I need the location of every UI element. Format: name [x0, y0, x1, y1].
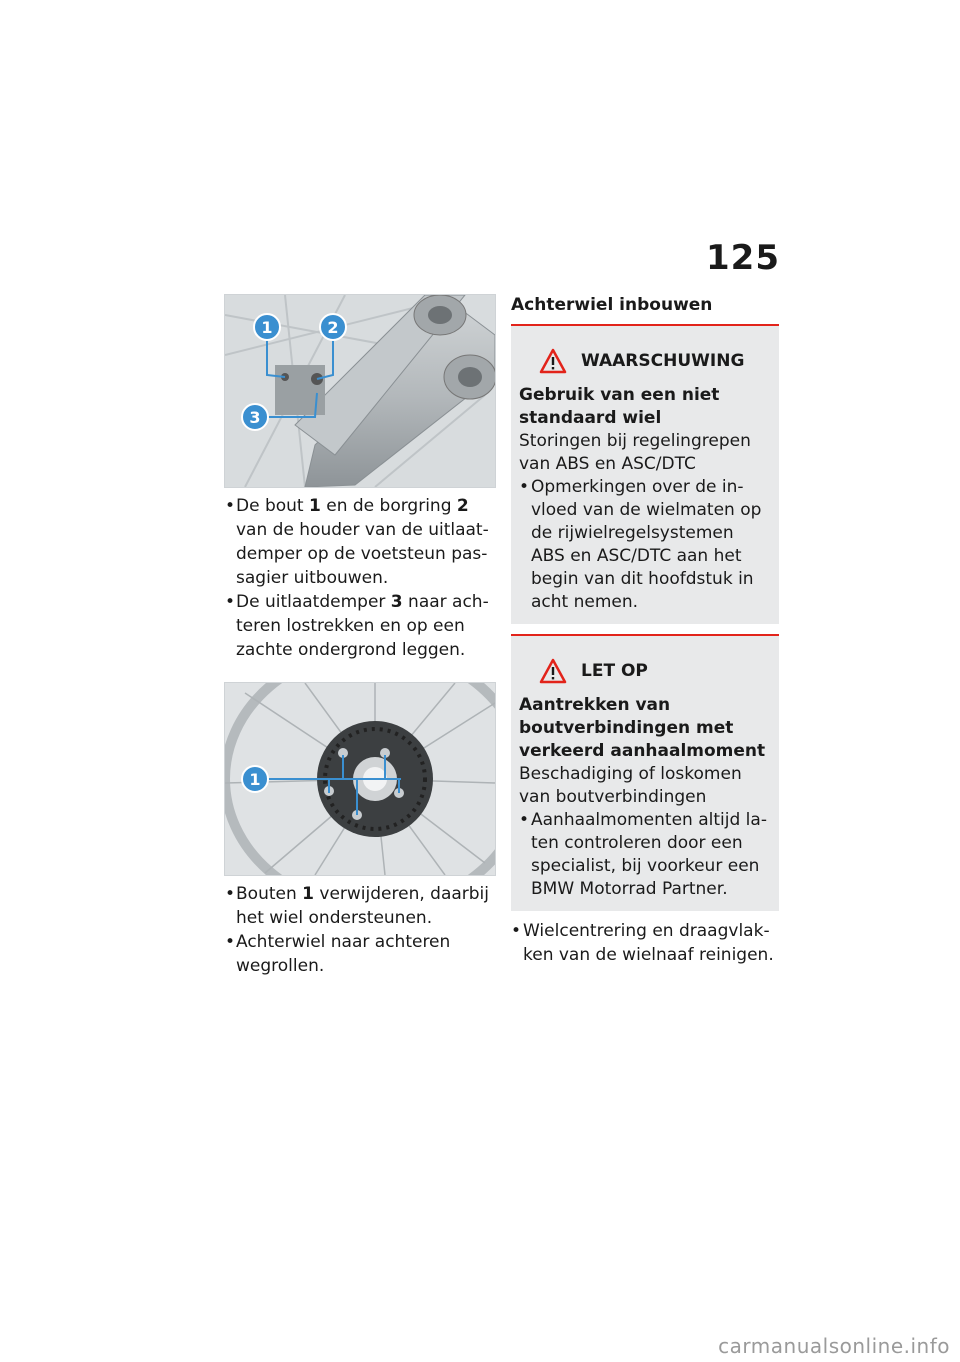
watermark: carmanualsonline.info — [718, 1334, 950, 1358]
list-item: • De bout 1 en de borgring 2 van de houder van de uitlaatdemper op de voetsteun passagier uitbouwen. — [225, 496, 489, 588]
svg-text:1: 1 — [261, 318, 273, 337]
caution-triangle-icon — [539, 658, 567, 684]
exhaust-photo — [224, 294, 496, 488]
exhaust-steps — [224, 494, 494, 662]
list-item: • Achterwiel naar achteren wegrollen. — [225, 932, 451, 976]
warning-label: WAARSCHUWING — [581, 350, 745, 371]
wheel-removal-steps — [224, 882, 494, 978]
callout-badge — [320, 314, 346, 340]
left-column — [224, 294, 494, 978]
list-item: • Bouten 1 verwijderen, daarbij het wiel ondersteunen. — [225, 884, 490, 928]
installation-steps — [511, 919, 779, 967]
list-item: • Opmerkingen over de invloed van de wielmaten op de rijwielregelsystemen ABS en ASC/DTC aan het begin van dit hoofdstuk in acht nemen. — [519, 477, 762, 612]
list-item: • Aanhaalmomenten altijd laten controleren door een specialist, bij voorkeur een BMW Motorrad Partner. — [519, 810, 767, 899]
callout-badge — [254, 314, 280, 340]
wheel-illustration — [225, 683, 495, 875]
section-title: Achterwiel inbouwen — [511, 295, 713, 315]
list-item: • Wielcentrering en draagvlakken van de wielnaaf reinigen. — [511, 921, 774, 965]
callout-badge — [242, 766, 268, 792]
warning-box — [511, 324, 779, 624]
caution-heading: Aantrekken van boutverbindingen met verkeerd aanhaalmoment — [519, 695, 766, 761]
svg-text:1: 1 — [249, 770, 261, 789]
warning-triangle-icon — [539, 348, 567, 374]
svg-text:3: 3 — [249, 408, 261, 427]
page-number: 125 — [706, 238, 780, 278]
caution-label: LET OP — [581, 660, 648, 681]
warning-heading: Gebruik van een niet standaard wiel — [519, 385, 720, 428]
svg-text:2: 2 — [327, 318, 339, 337]
right-column — [511, 294, 779, 967]
warning-text: Storingen bij regelingrepen van ABS en ASC/DTC — [519, 431, 751, 474]
wheel-hub-photo — [224, 682, 496, 876]
list-item: • De uitlaatdemper 3 naar achteren lostrekken en op een zachte ondergrond leggen. — [225, 592, 489, 660]
exhaust-illustration — [225, 295, 495, 487]
caution-text: Beschadiging of loskomen van boutverbindingen — [519, 764, 742, 807]
caution-box — [511, 634, 779, 911]
callout-badge — [242, 404, 268, 430]
